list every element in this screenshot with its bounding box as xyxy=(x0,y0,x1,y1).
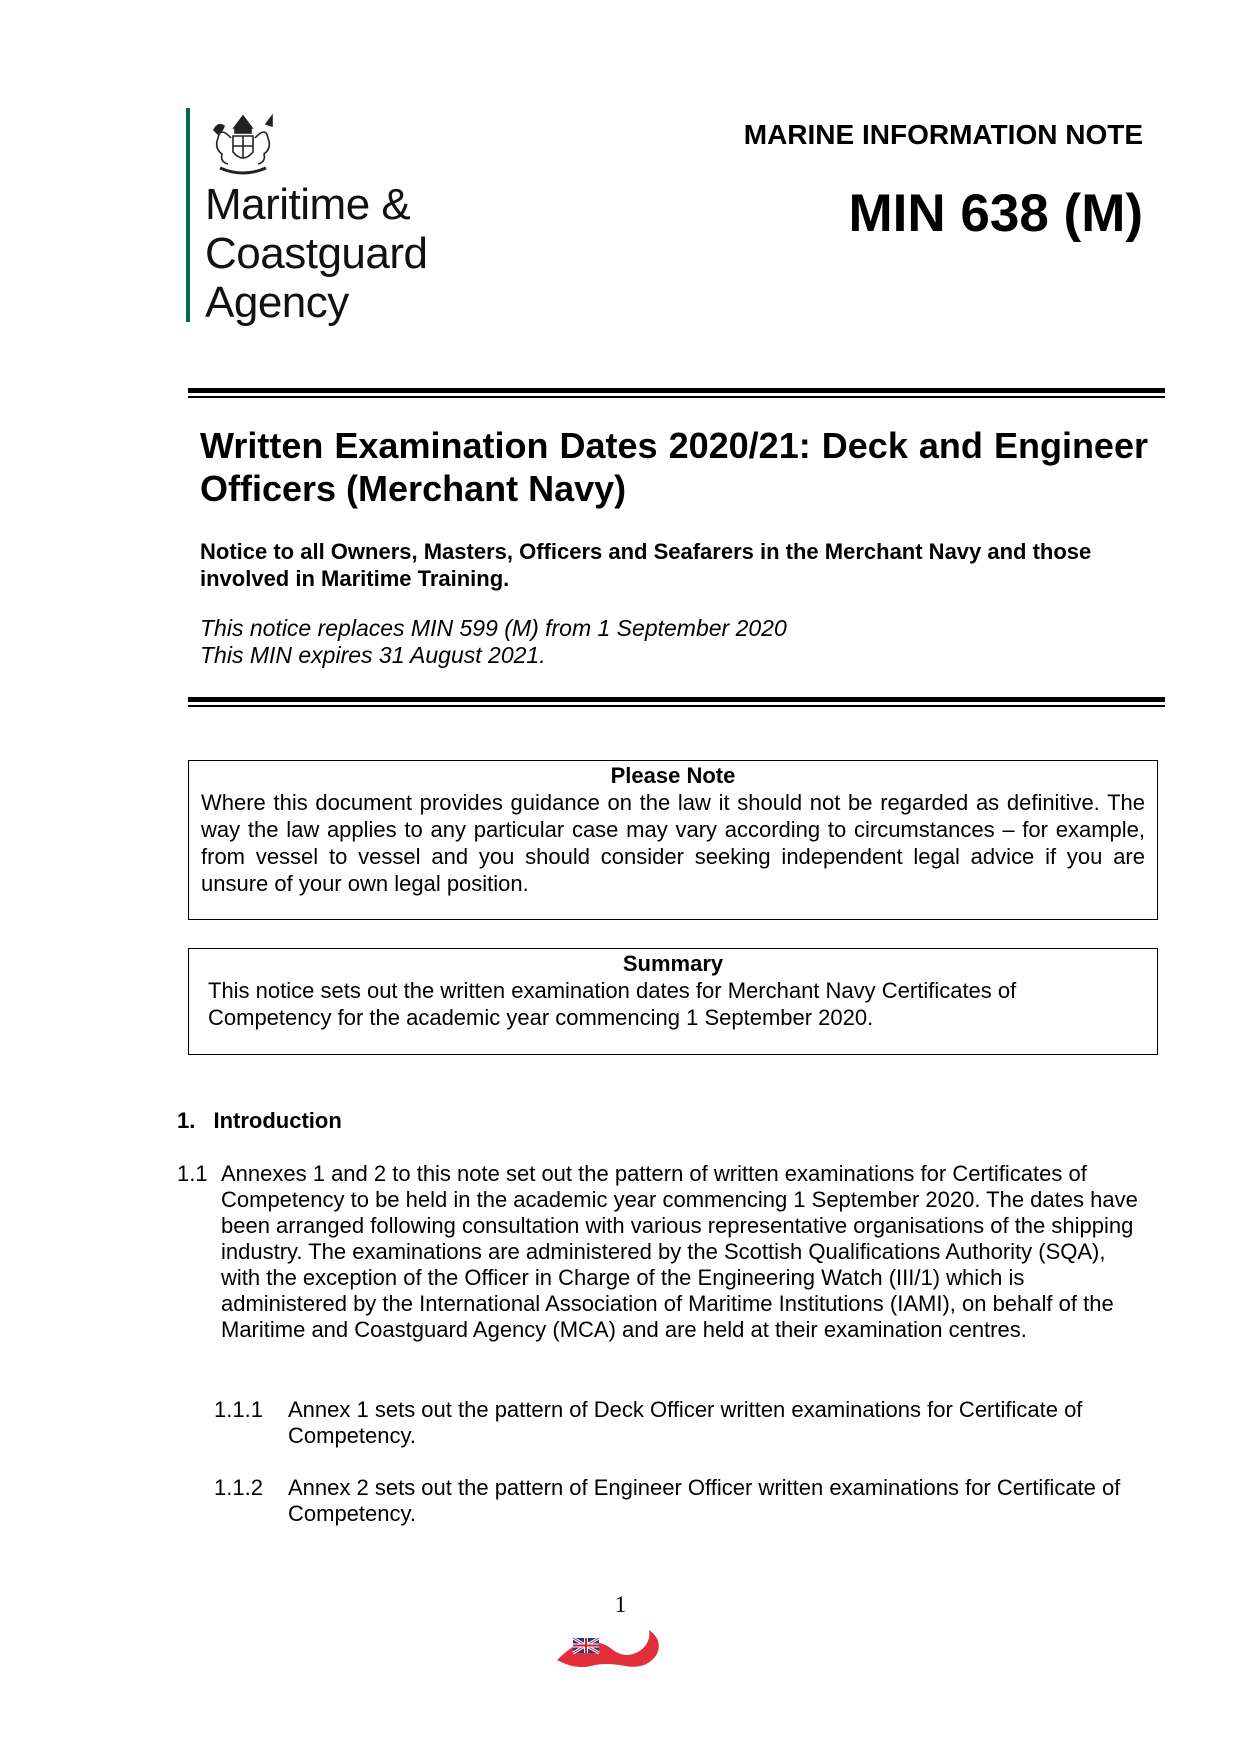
bottom-divider xyxy=(188,697,1165,707)
notice-audience: Notice to all Owners, Masters, Officers and Seafarers in the Merchant Navy and those involved in Maritime Training. xyxy=(200,539,1092,591)
page-title: Written Examination Dates 2020/21: Deck and Engineer Officers (Merchant Navy) xyxy=(200,425,1148,509)
section-title: Introduction xyxy=(213,1108,342,1133)
logo-line-1: Maritime & xyxy=(205,180,411,229)
document-type-label: MARINE INFORMATION NOTE xyxy=(743,119,1143,150)
section-number: 1. xyxy=(177,1108,196,1133)
replaces-line: This notice replaces MIN 599 (M) from 1 September 2020 xyxy=(200,615,787,641)
agency-logo-text xyxy=(205,180,427,327)
subparagraph-number: 1.1.1 xyxy=(214,1397,263,1422)
section-heading xyxy=(177,1108,342,1134)
page-number: 1 xyxy=(614,1592,627,1617)
summary-body: This notice sets out the written examination dates for Merchant Navy Certificates of Competency for the academic year commencing 1 September 2020. xyxy=(208,978,1017,1030)
top-divider xyxy=(188,388,1165,398)
subparagraph-text: Annex 2 sets out the pattern of Engineer Officer written examinations for Certificate of Competency. xyxy=(288,1475,1121,1526)
red-ensign-flag-icon xyxy=(555,1620,665,1670)
logo-accent-bar xyxy=(186,108,190,322)
summary-box xyxy=(188,948,1158,1055)
paragraph-text: Annexes 1 and 2 to this note set out the pattern of written examinations for Certificates of Competency to be held in the academic year commencing 1 September 2020. The dates have been arranged following consultation with various representative organisations of the shipping industry. The examinations are administered by the Scottish Qualifications Authority (SQA), with the exception of the Officer in Charge of the Engineering Watch (III/1) which is administered by the International Association of Maritime Institutions (IAMI), on behalf of the Maritime and Coastguard Agency (MCA) and are held at their examination centres. xyxy=(221,1161,1138,1342)
paragraph-number: 1.1 xyxy=(177,1161,208,1186)
summary-heading: Summary xyxy=(622,951,724,976)
please-note-box xyxy=(188,760,1158,920)
subparagraph-text: Annex 1 sets out the pattern of Deck Officer written examinations for Certificate of Competency. xyxy=(288,1397,1083,1448)
expires-line: This MIN expires 31 August 2021. xyxy=(200,642,546,668)
document-number: MIN 638 (M) xyxy=(848,184,1143,243)
please-note-body: Where this document provides guidance on the law it should not be regarded as definitive. The way the law applies to any particular case may vary according to circumstances – for example, from vessel to vessel and you should consider seeking independent legal advice if you are unsure of your own legal position. xyxy=(201,790,1145,896)
royal-coat-of-arms-icon xyxy=(200,108,286,178)
subparagraph-number: 1.1.2 xyxy=(214,1475,263,1500)
logo-line-2: Coastguard xyxy=(205,229,428,278)
logo-line-3: Agency xyxy=(205,278,349,327)
please-note-heading: Please Note xyxy=(610,763,736,788)
